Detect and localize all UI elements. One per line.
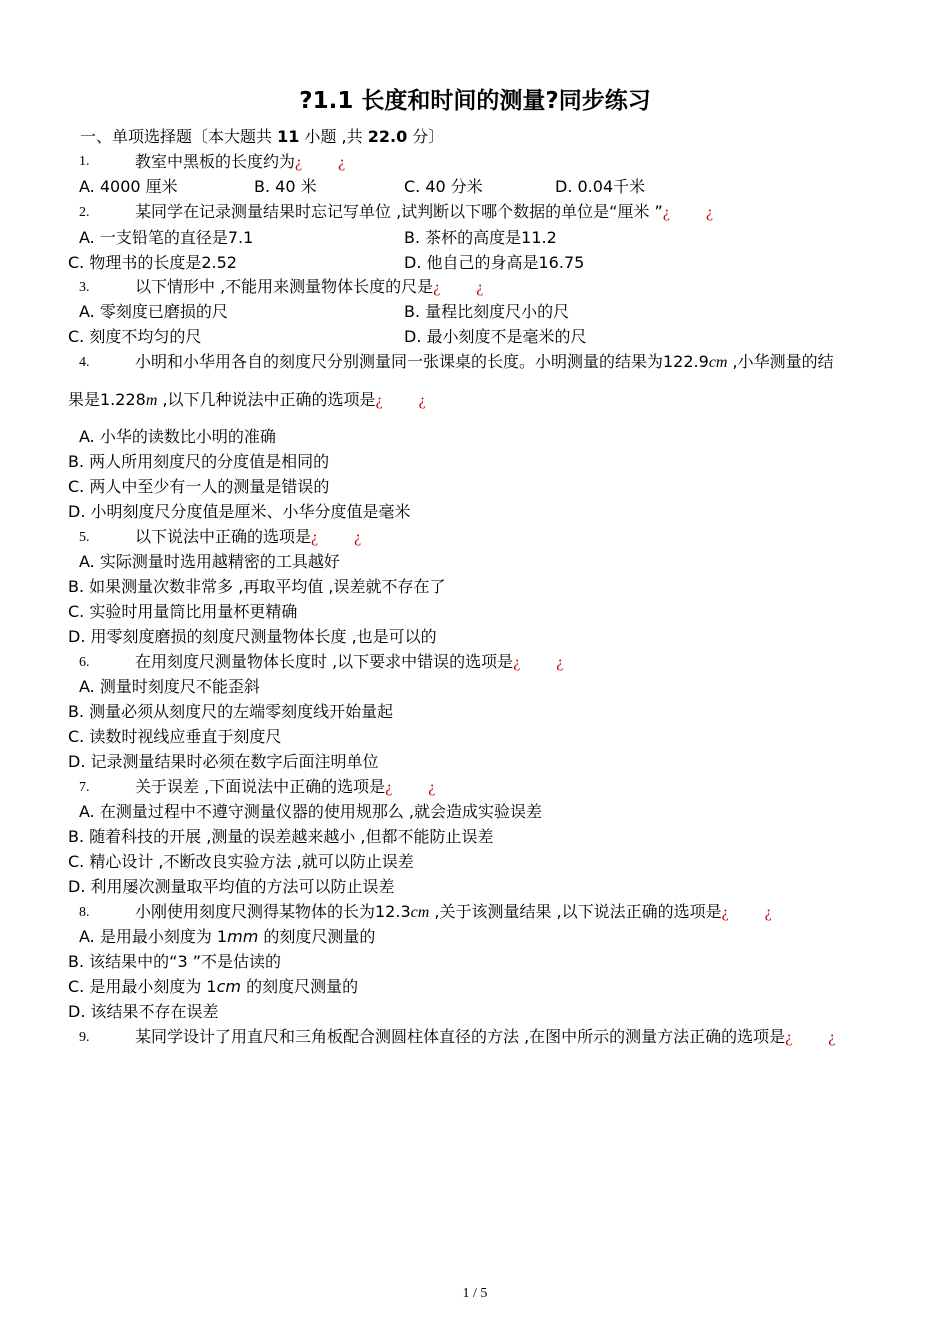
option-b: B. 两人所用刻度尺的分度值是相同的 xyxy=(68,452,330,471)
blank-mark-open: ¿ xyxy=(311,529,319,546)
question-stem: 以下说法中正确的选项是¿ ¿ xyxy=(135,527,362,546)
blank-mark-close: ¿ xyxy=(418,392,426,409)
question-number: 5. xyxy=(79,530,90,545)
option-d: D. 用零刻度磨损的刻度尺测量物体长度 ,也是可以的 xyxy=(68,627,437,646)
option-a: A. 4000 厘米 xyxy=(79,177,178,196)
option-d: D. 利用屡次测量取平均值的方法可以防止误差 xyxy=(68,877,395,896)
question-number: 1. xyxy=(79,154,90,169)
page-title: ?1.1 长度和时间的测量?同步练习 xyxy=(299,88,651,114)
option-d: D. 小明刻度尺分度值是厘米、小华分度值是毫米 xyxy=(68,502,411,521)
question-number: 3. xyxy=(79,280,90,295)
option-c: C. 精心设计 ,不断改良实验方法 ,就可以防止误差 xyxy=(68,852,414,871)
option-b: B. 量程比刻度尺小的尺 xyxy=(404,302,570,321)
question-number: 7. xyxy=(79,780,90,795)
question-stem: 小刚使用刻度尺测得某物体的长为12.3cm ,关于该测量结果 ,以下说法正确的选项是¿ ¿ xyxy=(135,902,772,921)
blank-mark-close: ¿ xyxy=(556,654,564,671)
question-stem: 某同学在记录测量结果时忘记写单位 ,试判断以下哪个数据的单位是“厘米 ”¿ ¿ xyxy=(135,202,714,221)
option-a: A. 是用最小刻度为 1mm 的刻度尺测量的 xyxy=(79,927,376,946)
blank-mark-open: ¿ xyxy=(513,654,521,671)
option-d: D. 他自己的身高是16.75 xyxy=(404,253,585,272)
question-stem: 小明和小华用各自的刻度尺分别测量同一张课桌的长度。小明测量的结果为122.9cm ,小华测量的结 xyxy=(135,352,834,371)
question-number: 8. xyxy=(79,905,90,920)
section-heading: 一、单项选择题〔本大题共 11 小题 ,共 22.0 分〕 xyxy=(80,127,445,146)
question-stem-continued: 果是1.228m ,以下几种说法中正确的选项是¿ ¿ xyxy=(68,390,426,409)
option-b: B. 茶杯的高度是11.2 xyxy=(404,228,557,247)
question-number: 9. xyxy=(79,1030,90,1045)
option-a: A. 零刻度已磨损的尺 xyxy=(79,302,228,321)
blank-mark-open: ¿ xyxy=(785,1029,793,1046)
blank-mark-close: ¿ xyxy=(428,779,436,796)
option-b: B. 如果测量次数非常多 ,再取平均值 ,误差就不存在了 xyxy=(68,577,446,596)
blank-mark-open: ¿ xyxy=(375,392,383,409)
blank-mark-open: ¿ xyxy=(721,904,729,921)
blank-mark-open: ¿ xyxy=(385,779,393,796)
option-b: B. 测量必须从刻度尺的左端零刻度线开始量起 xyxy=(68,702,394,721)
option-b: B. 该结果中的“3 ”不是估读的 xyxy=(68,952,281,971)
blank-mark-close: ¿ xyxy=(476,279,484,296)
option-a: A. 一支铅笔的直径是7.1 xyxy=(79,228,254,247)
option-d: D. 该结果不存在误差 xyxy=(68,1002,219,1021)
option-d: D. 0.04千米 xyxy=(555,177,646,196)
page-number: 1 / 5 xyxy=(462,1286,488,1301)
option-c: C. 40 分米 xyxy=(404,177,483,196)
option-a: A. 在测量过程中不遵守测量仪器的使用规那么 ,就会造成实验误差 xyxy=(79,802,543,821)
option-c: C. 刻度不均匀的尺 xyxy=(68,327,202,346)
blank-mark-close: ¿ xyxy=(828,1029,836,1046)
option-a: A. 实际测量时选用越精密的工具越好 xyxy=(79,552,340,571)
option-b: B. 随着科技的开展 ,测量的误差越来越小 ,但都不能防止误差 xyxy=(68,827,494,846)
blank-mark-open: ¿ xyxy=(433,279,441,296)
blank-mark-open: ¿ xyxy=(662,204,670,221)
question-stem: 教室中黑板的长度约为¿ ¿ xyxy=(135,152,346,171)
option-b: B. 40 米 xyxy=(254,177,317,196)
option-c: C. 两人中至少有一人的测量是错误的 xyxy=(68,477,330,496)
blank-mark-close: ¿ xyxy=(764,904,772,921)
option-c: C. 物理书的长度是2.52 xyxy=(68,253,237,272)
question-number: 2. xyxy=(79,205,90,220)
option-a: A. 测量时刻度尺不能歪斜 xyxy=(79,677,260,696)
blank-mark-open: ¿ xyxy=(295,154,303,171)
question-number: 6. xyxy=(79,655,90,670)
option-c: C. 实验时用量筒比用量杯更精确 xyxy=(68,602,298,621)
question-stem: 以下情形中 ,不能用来测量物体长度的尺是¿ ¿ xyxy=(135,277,484,296)
blank-mark-close: ¿ xyxy=(354,529,362,546)
option-a: A. 小华的读数比小明的准确 xyxy=(79,427,276,446)
question-number: 4. xyxy=(79,355,90,370)
option-c: C. 是用最小刻度为 1cm 的刻度尺测量的 xyxy=(68,977,359,996)
question-stem: 关于误差 ,下面说法中正确的选项是¿ ¿ xyxy=(135,777,436,796)
option-c: C. 读数时视线应垂直于刻度尺 xyxy=(68,727,282,746)
question-stem: 某同学设计了用直尺和三角板配合测圆柱体直径的方法 ,在图中所示的测量方法正确的选项是¿ ¿ xyxy=(135,1027,836,1046)
option-d: D. 记录测量结果时必须在数字后面注明单位 xyxy=(68,752,379,771)
option-d: D. 最小刻度不是毫米的尺 xyxy=(404,327,587,346)
blank-mark-close: ¿ xyxy=(705,204,714,221)
question-stem: 在用刻度尺测量物体长度时 ,以下要求中错误的选项是¿ ¿ xyxy=(135,652,564,671)
blank-mark-close: ¿ xyxy=(338,154,346,171)
